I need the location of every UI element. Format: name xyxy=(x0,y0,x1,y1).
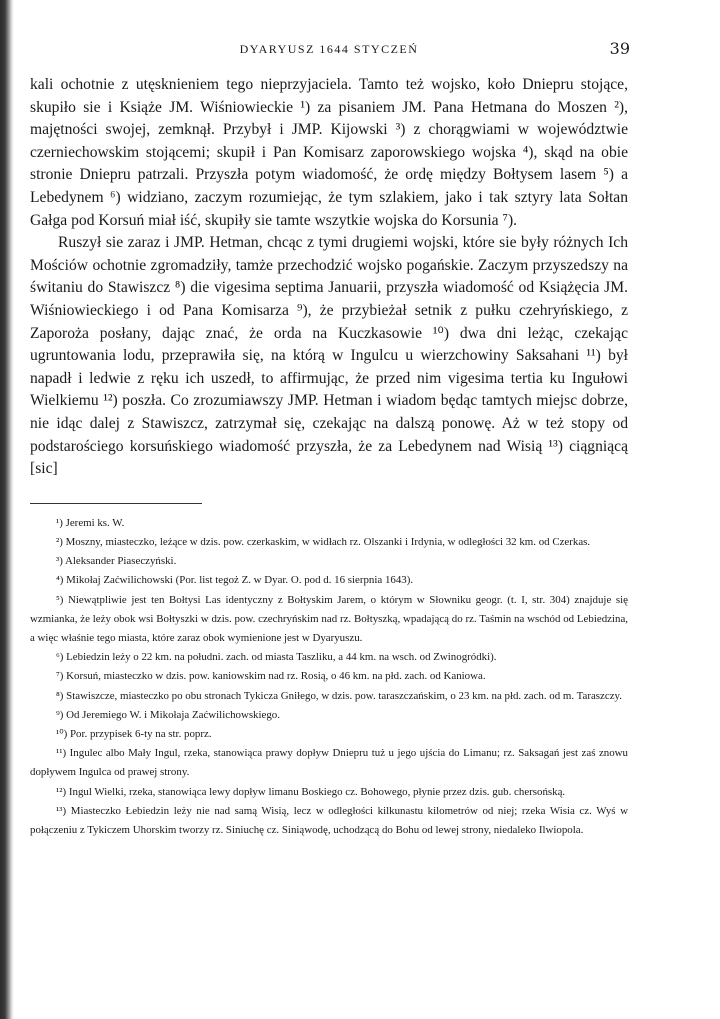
running-title: DYARYUSZ 1644 STYCZEŃ xyxy=(239,42,419,56)
footnote: ⁴) Mikołaj Zaćwilichowski (Por. list tegoż Z. w Dyar. O. pod d. 16 sierpnia 1643). xyxy=(56,574,414,587)
page-number: 39 xyxy=(609,39,630,58)
footnote: ⁵) Niewątpliwie jest ten Bołtysi Las identyczny z Bołtyskim Jarem, o którym w Słowniku geogr. (t. I, str. 304) znajduje się wzmianka, że leży obok wsi Bołtyszki w dzis. pow. czechryńskim nad rz. Bołtyszką, wpadającą do rz. Taśmin na wschód od Lebiedzina, a więc właśnie tego miasta, które zaraz obok wymienione jest w Dyaryuszu. xyxy=(30,593,628,644)
footnote: ¹) Jeremi ks. W. xyxy=(56,516,125,529)
footnote: ⁹) Od Jeremiego W. i Mikołaja Zaćwilichowskiego. xyxy=(56,708,280,721)
footnote: ³) Aleksander Piaseczyński. xyxy=(56,555,177,568)
scan-binding-edge xyxy=(0,0,14,1019)
book-page xyxy=(30,36,628,840)
footnote: ¹³) Miasteczko Łebiedzin leży nie nad samą Wisią, lecz w odległości kilkunastu kilometrów od niej; rzeka Wisia cz. Wyś w połączeniu z Tykiczem Uhorskim tworzy rz. Siniuchę cz. Siniąwodę, uchodzącą do Bohu od lewej strony, niedaleko Ilwiopola. xyxy=(30,804,628,836)
footnote: ²) Moszny, miasteczko, leżące w dzis. pow. czerkaskim, w widłach rz. Olszanki i Irdynia, w odległości 32 km. od Czerkas. xyxy=(56,535,591,548)
footnote: ¹¹) Ingulec albo Mały Ingul, rzeka, stanowiąca prawy dopływ Dniepru tuż u jego ujścia do Limanu; rz. Saksagań jest zaś znowu dopływem Ingulca od prawej strony. xyxy=(30,747,628,779)
paragraph: Ruszył sie zaraz i JMP. Hetman, chcąc z tymi drugiemi wojski, które sie były różnych Ich Mościów ochotnie zgromadziły, tamże przechodzić wojsko pogańskie. Zaczym przyszedszy na świtaniu do Stawiszcz ⁸) die vigesima septima Januarii, przyszła wiadomość od Książęcia JM. Wiśniowieckiego i od Pana Komisarza ⁹), że przybieżał setnik z pułku czehryńskiego, z Zaporoża posłany, dając znać, że orda na Kuczkasowie ¹⁰) dwa dni leżąc, czekając ugruntowania lodu, przeprawiła się, na którą w Ingulcu u wierzchowiny Saksahani ¹¹) był napadł i ledwie z ręku ich uszedł, to affirmując, że przed nim vigesima tertia ku Ingułowi Wielkiemu ¹²) poszła. Co zrozumiawszy JMP. Hetman i wiadom będąc tamtych miejsc dobrze, nie idąc dalej z Stawiszcz, zatrzymał się, czekając na dalszą ponowę. Aż w też stopy od podstarościego korsuńskiego wiadomość przyszła, że za Lebedynem nad Wisią ¹³) ciągniącą [sic] xyxy=(30,234,628,478)
footnote: ¹²) Ingul Wielki, rzeka, stanowiąca lewy dopływ limanu Boskiego cz. Bohowego, płynie przez dzis. gub. chersońską. xyxy=(56,785,566,798)
footnote: ⁸) Stawiszcze, miasteczko po obu stronach Tykicza Gniłego, w dzis. pow. taraszczańskim, o 23 km. na płd. zach. od m. Taraszczy. xyxy=(56,689,622,702)
footnote-divider xyxy=(30,503,202,504)
footnote: ⁶) Lebiedzin leży o 22 km. na południ. zach. od miasta Taszliku, a 44 km. na wsch. od Zwinogródki). xyxy=(56,651,497,664)
footnotes xyxy=(30,514,628,840)
footnote: ⁷) Korsuń, miasteczko w dzis. pow. kaniowskim nad rz. Rosią, o 46 km. na płd. zach. od Kaniowa. xyxy=(56,670,486,683)
paragraph: kali ochotnie z utęsknieniem tego nieprzyjaciela. Tamto też wojsko, koło Dniepru stojące, skupiło sie i Książe JM. Wiśniowieckie ¹) za pisaniem JM. Pana Hetmana do Moszen ²), majętności swojej, zemknął. Przybył i JMP. Kijowski ³) z chorągwiami w województwie czerniechowskim stojącemi; skupił i Pan Komisarz zaporowskiego wojska ⁴), skąd na obie stronie Dniepru patrzali. Przyszła potym wiadomość, że ordę między Bołtysem lasem ⁵) a Lebedynem ⁶) widziano, zaczym rozumiejąc, że tym szlakiem, jako i tak sztyry lata Sołtan Gałga pod Korsuń miał iść, skupiły sie tamte wszytkie wojska do Korsunia ⁷). xyxy=(30,76,628,229)
main-text xyxy=(30,74,628,481)
footnote: ¹⁰) Por. przypisek 6-ty na str. poprz. xyxy=(56,727,212,740)
page-header xyxy=(30,36,628,62)
